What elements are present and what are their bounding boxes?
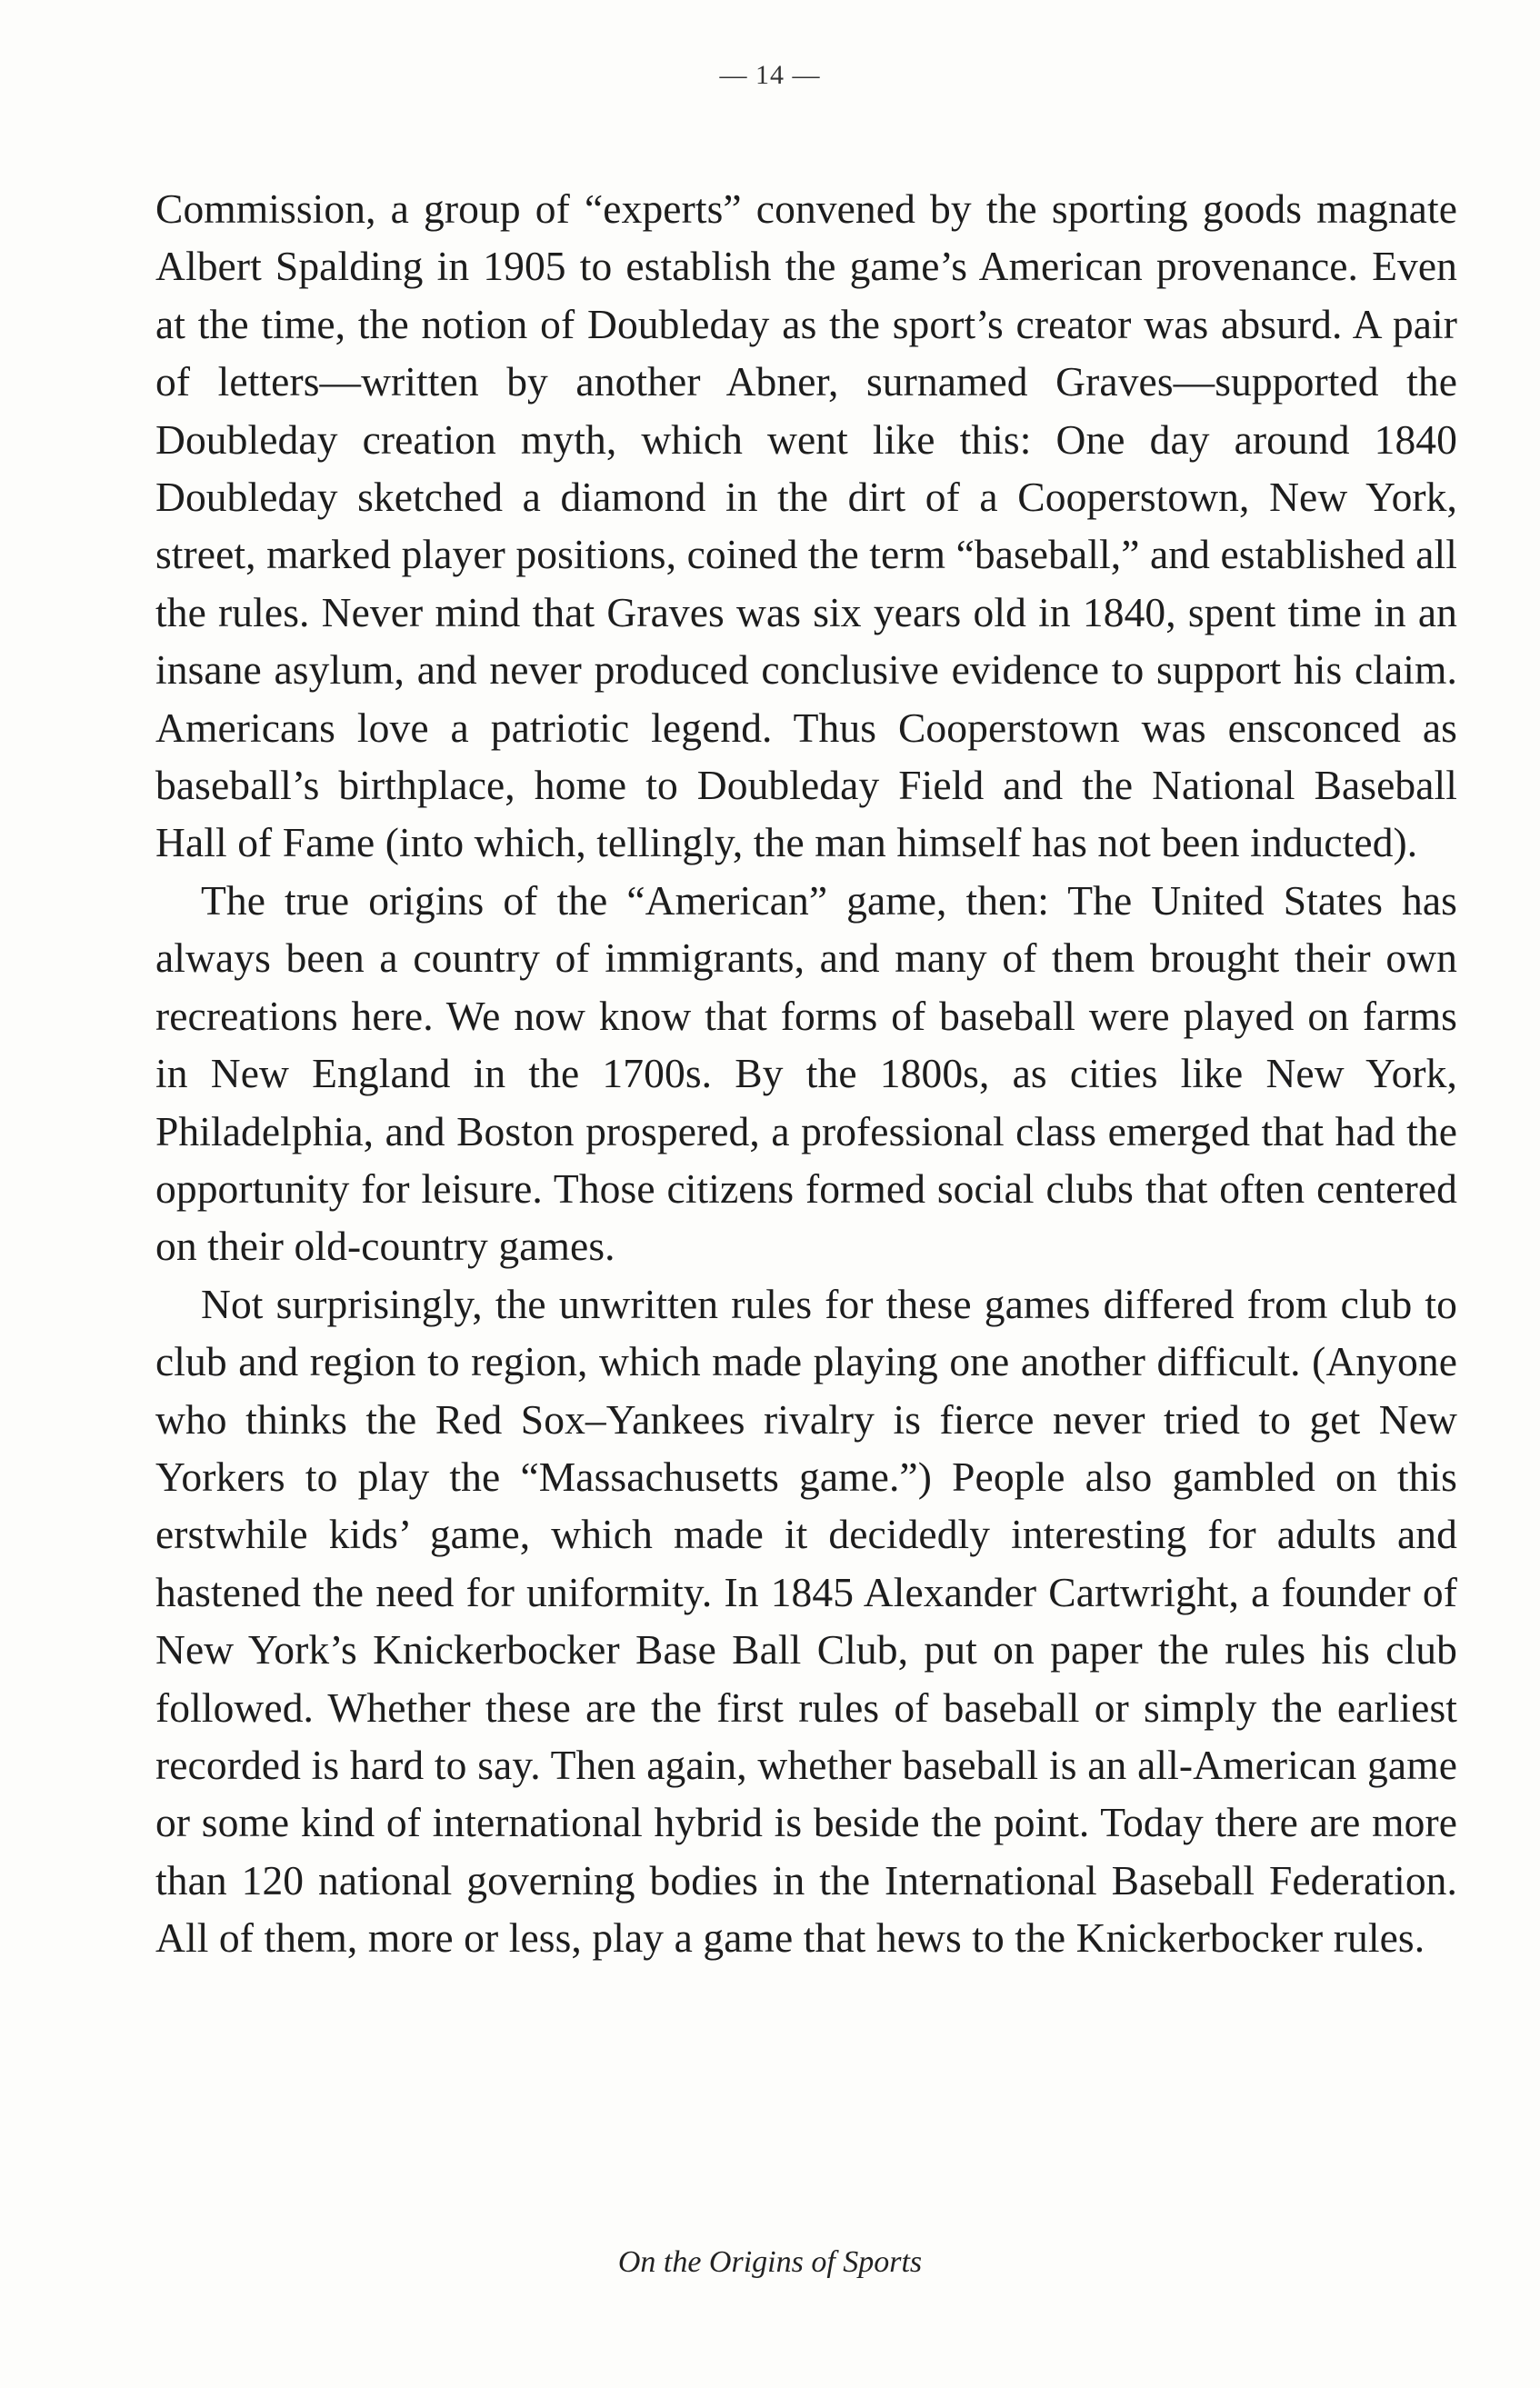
body-text xyxy=(155,180,1457,1967)
paragraph-3: Not surprisingly, the unwritten rules for these games differed from club to club and region to region, which made playing one another difficult. (Anyone who thinks the Red Sox–Yankees rivalry is fierce never tried to get New Yorkers to play the “Massachusetts game.”) People also gambled on this erstwhile kids’ game, which made it decidedly interesting for adults and hastened the need for uniformity. In 1845 Alexander Cartwright, a founder of New York’s Knickerbocker Base Ball Club, put on paper the rules his club followed. Whether these are the first rules of baseball or simply the earliest recorded is hard to say. Then again, whether baseball is an all-American game or some kind of international hybrid is beside the point. Today there are more than 120 national governing bodies in the International Baseball Federation. All of them, more or less, play a game that hews to the Knickerbocker rules. xyxy=(155,1280,1457,1962)
running-footer: On the Origins of Sports xyxy=(617,2245,923,2279)
paragraph-1: Commission, a group of “experts” convened by the sporting goods magnate Albert Spalding in 1905 to establish the game’s American provenance. Even at the time, the notion of Doubleday as the sport’s creator was absurd. A pair of letters—written by another Abner, surnamed Graves—supported the Doubleday creation myth, which went like this: One day around 1840 Doubleday sketched a diamond in the dirt of a Cooperstown, New York, street, marked player positions, coined the term “baseball,” and established all the rules. Never mind that Graves was six years old in 1840, spent time in an insane asylum, and never produced conclusive evidence to support his claim. Americans love a patriotic legend. Thus Cooperstown was ensconced as baseball’s birthplace, home to Doubleday Field and the National Baseball Hall of Fame (into which, tellingly, the man himself has not been inducted). xyxy=(155,185,1457,866)
paragraph-2: The true origins of the “American” game, then: The United States has always been a country of immigrants, and many of them brought their own recreations here. We now know that forms of baseball were played on farms in New England in the 1700s. By the 1800s, as cities like New York, Philadelphia, and Boston prospered, a professional class emerged that had the opportunity for leisure. Those citizens formed social clubs that often centered on their old-country games. xyxy=(155,876,1457,1270)
page-number: — 14 — xyxy=(719,60,821,90)
